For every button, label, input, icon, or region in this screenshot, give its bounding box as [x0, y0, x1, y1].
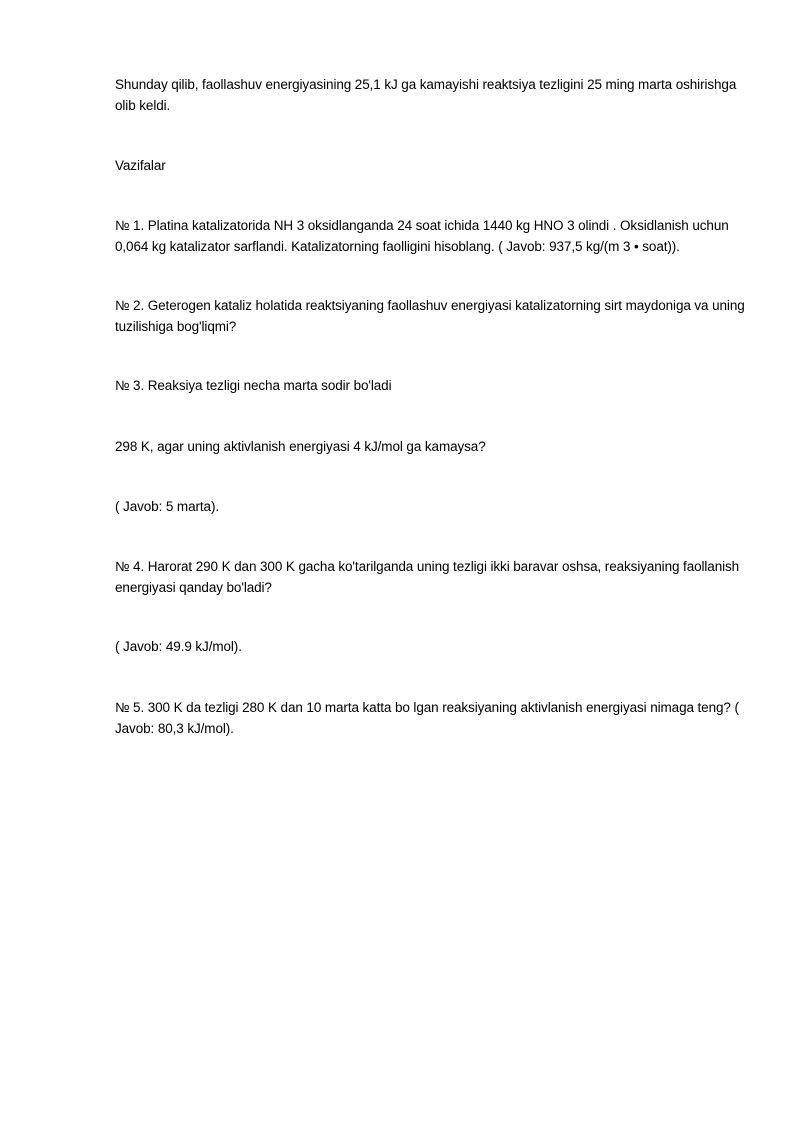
task-3-paragraph: № 3. Reaksiya tezligi necha marta sodir bo'ladi [115, 378, 392, 393]
task-4-paragraph: № 4. Harorat 290 K dan 300 K gacha ko'tarilganda uning tezligi ikki baravar oshsa, reaksiyaning faollanish energiyasi qanday bo'ladi? [115, 559, 740, 595]
task-4-answer: ( Javob: 49.9 kJ/mol). [115, 639, 242, 654]
task-1-paragraph: № 1. Platina katalizatorida NH 3 oksidlanganda 24 soat ichida 1440 kg HNO 3 olindi . Oksidlanish uchun 0,064 kg katalizator sarflandi. Katalizatorning faolligini hisoblang. ( Javob: 937,5 kg/(m 3 • soat)). [115, 218, 729, 254]
task-3-continuation: 298 K, agar uning aktivlanish energiyasi 4 kJ/mol ga kamaysa? [115, 439, 486, 454]
task-2-paragraph: № 2. Geterogen kataliz holatida reaktsiyaning faollashuv energiyasi katalizatorning sirt maydoniga va uning tuzilishiga bog'liqmi? [115, 298, 745, 334]
tasks-heading: Vazifalar [115, 158, 166, 173]
intro-conclusion-paragraph: Shunday qilib, faollashuv energiyasining 25,1 kJ ga kamayishi reaktsiya tezligini 25 ming marta oshirishga olib keldi. [115, 77, 737, 113]
task-3-answer: ( Javob: 5 marta). [115, 499, 219, 514]
task-5-paragraph: № 5. 300 K da tezligi 280 K dan 10 marta katta bo lgan reaksiyaning aktivlanish energiyasi nimaga teng? ( Javob: 80,3 kJ/mol). [115, 700, 739, 736]
